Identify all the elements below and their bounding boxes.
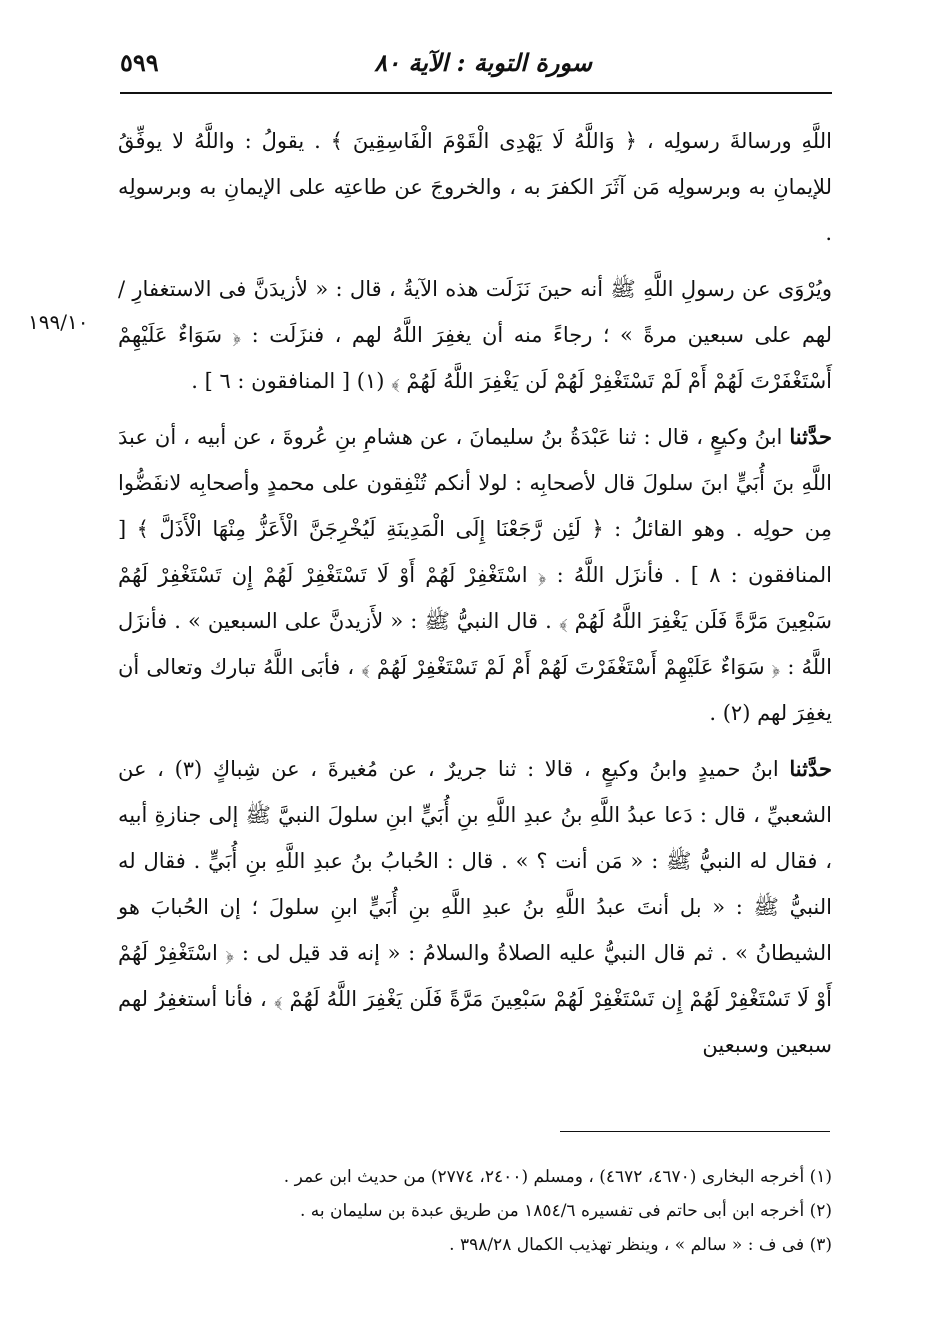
paragraph-text: اللَّهِ ورسالةَ رسولِه ، ﴿ وَاللَّهُ لَا يَهْدِى الْقَوْمَ الْفَاسِقِينَ ﴾ . يقولُ : واللَّهُ لا يوفِّقُ للإيمانِ به وبرسولِه مَن آثَرَ الكفرَ به ، والخروجَ عن طاعتِه على الإيمانِ به وبرسولِه . [118,129,832,245]
paragraph [118,266,832,404]
header-rule [120,92,832,94]
footnote-separator [560,1131,830,1132]
page-number: ٥٩٩ [120,48,159,77]
paragraph-lead: حدَّثنا [789,756,832,781]
running-title: سورة التوبة : الآية ٨٠ [374,48,592,77]
footnote: (١) أخرجه البخارى (٤٦٧٠، ٤٦٧٢) ، ومسلم (٢٤٠٠، ٢٧٧٤) من حديث ابن عمر . [283,1167,832,1187]
paragraph [118,746,832,1068]
paragraph [118,414,832,736]
margin-reference: ١٩٩/١٠ [28,310,89,334]
page-header [120,38,832,90]
paragraph-lead: حدَّثنا [789,424,832,449]
paragraph-text: ابنُ حميدٍ وابنُ وكيعٍ ، قالا : ثنا جريرٌ ، عن مُغيرةَ ، عن شِباكٍ (٣) ، عن الشعبيِّ ، قال : دَعا عبدُ اللَّهِ بنُ عبدِ اللَّهِ بنِ أُبَيٍّ ابنِ سلولَ النبيَّ ﷺ إلى جنازةِ أبيه ، فقال له النبيُّ ﷺ : « مَن أنت ؟ » . قال : الحُبابُ بنُ عبدِ اللَّهِ بنِ أُبَيٍّ . فقال له النبيُّ ﷺ : « بل أنتَ عبدُ اللَّهِ بنُ عبدِ اللَّهِ بنِ أُبَيٍّ ابنِ سلولَ ؛ إن الحُبابَ هو الشيطانُ » . ثم قال النبيُّ عليه الصلاةُ والسلامُ : « إنه قد قيل لى : ﴿ اسْتَغْفِرْ لَهُمْ أَوْ لَا تَسْتَغْفِرْ لَهُمْ إِن تَسْتَغْفِرْ لَهُمْ سَبْعِينَ مَرَّةً فَلَن يَغْفِرَ اللَّهُ لَهُمْ ﴾ ، فأنا أستغفِرُ لهم سبعين وسبعين [118,757,832,1057]
main-text [118,118,832,1078]
paragraph-text: ابنُ وكيعٍ ، قال : ثنا عَبْدَةُ بنُ سليمانَ ، عن هشامِ بنِ عُروةَ ، عن أبيه ، أن عبدَ اللَّهِ بنَ أُبَيٍّ ابنَ سلولَ قال لأصحابِه : لولا أنكم تُنْفِقون على محمدٍ وأصحابِه لانفَضُّوا مِن حولِه . وهو القائلُ : ﴿ لَئِن رَّجَعْنَا إِلَى الْمَدِينَةِ لَيُخْرِجَنَّ الْأَعَزُّ مِنْهَا الْأَذَلَّ ﴾ [ المنافقون : ٨ ] . فأنزَل اللَّهُ : ﴿ اسْتَغْفِرْ لَهُمْ أَوْ لَا تَسْتَغْفِرْ لَهُمْ إِن تَسْتَغْفِرْ لَهُمْ سَبْعِينَ مَرَّةً فَلَن يَغْفِرَ اللَّهُ لَهُمْ ﴾ . قال النبيُّ ﷺ : « لأَزيدنَّ على السبعين » . فأنزَل اللَّهُ : ﴿ سَوَاءٌ عَلَيْهِمْ أَسْتَغْفَرْتَ لَهُمْ أَمْ لَمْ تَسْتَغْفِرْ لَهُمْ ﴾ ، فأبَى اللَّهُ تبارك وتعالى أن يغفِرَ لهم (٢) . [118,425,832,725]
paragraph-text: ويُرْوَى عن رسولِ اللَّهِ ﷺ أنه حينَ نَزَلَت هذه الآيةُ ، قال : « لأزيدَنَّ فى الاستغفارِ / لهم على سبعين مرةً » ؛ رجاءً منه أن يغفِرَ اللَّهُ لهم ، فنزَلَت : ﴿ سَوَاءٌ عَلَيْهِمْ أَسْتَغْفَرْتَ لَهُمْ أَمْ لَمْ تَسْتَغْفِرْ لَهُمْ لَن يَغْفِرَ اللَّهُ لَهُمْ ﴾ (١) [ المنافقون : ٦ ] . [118,277,832,393]
paragraph [118,118,832,256]
footnote: (٣) فى ف : « سالم » ، وينظر تهذيب الكمال ٣٩٨/٢٨ . [449,1235,832,1255]
footnote: (٢) أخرجه ابن أبى حاتم فى تفسيره ١٨٥٤/٦ من طريق عبدة بن سليمان به . [299,1201,832,1221]
footnotes [118,1160,832,1262]
